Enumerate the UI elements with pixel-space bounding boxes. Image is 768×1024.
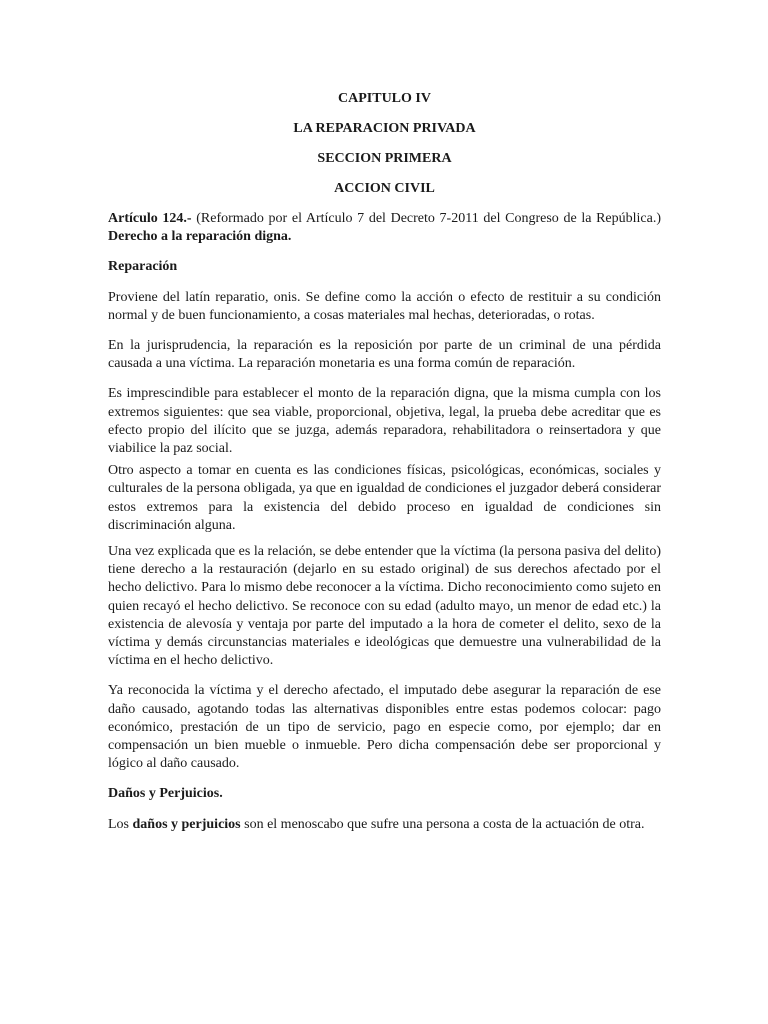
article-body: (Reformado por el Artículo 7 del Decreto 7-2011 del Congreso de la República.): [191, 211, 661, 226]
danos-bold: daños y perjuicios: [132, 816, 241, 832]
article-label: Artículo 124.-: [108, 211, 192, 226]
paragraph-requirements: Es imprescindible para establecer el monto de la reparación digna, que la misma cumpla con los extremos siguientes: que sea viable, proporcional, objetiva, legal, la prueba debe acreditar que es efecto propio del ilícito que se juzga, además reparadora, rehabilitadora o reinsertadora y que viabilice la paz social.: [108, 386, 661, 457]
subject-heading: ACCION CIVIL: [334, 181, 435, 196]
danos-rest: son el menoscabo que sufre una persona a costa de la actuación de otra.: [240, 816, 645, 832]
danos-heading: Daños y Perjuicios.: [108, 786, 223, 802]
reparacion-heading: Reparación: [108, 259, 178, 275]
document-page: [108, 90, 661, 834]
paragraph-compensation: Ya reconocida la víctima y el derecho afectado, el imputado debe asegurar la reparación de ese daño causado, agotando todas las alternativas disponibles entre estas podemos colocar: pago económico, prestación de un tipo de servicio, pago en especie como, por ejemplo; dar en compensación un bien mueble o inmueble. Pero dicha compensación debe ser proporcional y lógico al daño causado.: [108, 683, 661, 772]
article-paragraph: [108, 210, 661, 246]
paragraph-danos: [108, 816, 661, 834]
chapter-title: LA REPARACION PRIVADA: [293, 121, 476, 136]
paragraph-conditions: Otro aspecto a tomar en cuenta es las condiciones físicas, psicológicas, económicas, sociales y culturales de la persona obligada, ya que en igualdad de condiciones el juzgador deberá considerar estos extremos para la existencia del debido proceso en igualdad de condiciones sin discriminación alguna.: [108, 463, 661, 533]
section-heading: SECCION PRIMERA: [317, 151, 452, 166]
article-bold-tail: Derecho a la reparación digna.: [108, 229, 292, 245]
paragraph-definition: Proviene del latín reparatio, onis. Se define como la acción o efecto de restituir a su condición normal y de buen funcionamiento, a cosas materiales mal hechas, deterioradas, o rotas.: [108, 289, 661, 323]
paragraph-victim: Una vez explicada que es la relación, se debe entender que la víctima (la persona pasiva del delito) tiene derecho a la restauración (dejarlo en su estado original) de sus derechos afectado por el hecho delictivo. Para lo mismo debe reconocer a la víctima. Dicho reconocimiento como sujeto en quien recayó el hecho delictivo. Se reconoce con su edad (adulto mayo, un menor de edad etc.) la existencia de alevosía y ventaja por parte del imputado a la hora de cometer el delito, sexo de la víctima y demás circunstancias materiales e ideológicas que demuestre una vulnerabilidad de la víctima en el hecho delictivo.: [108, 544, 661, 669]
danos-start: Los: [108, 816, 133, 832]
chapter-heading: CAPITULO IV: [338, 91, 431, 106]
paragraph-jurisprudence: En la jurisprudencia, la reparación es la reposición por parte de un criminal de una pérdida causada a una víctima. La reparación monetaria es una forma común de reparación.: [108, 338, 661, 372]
